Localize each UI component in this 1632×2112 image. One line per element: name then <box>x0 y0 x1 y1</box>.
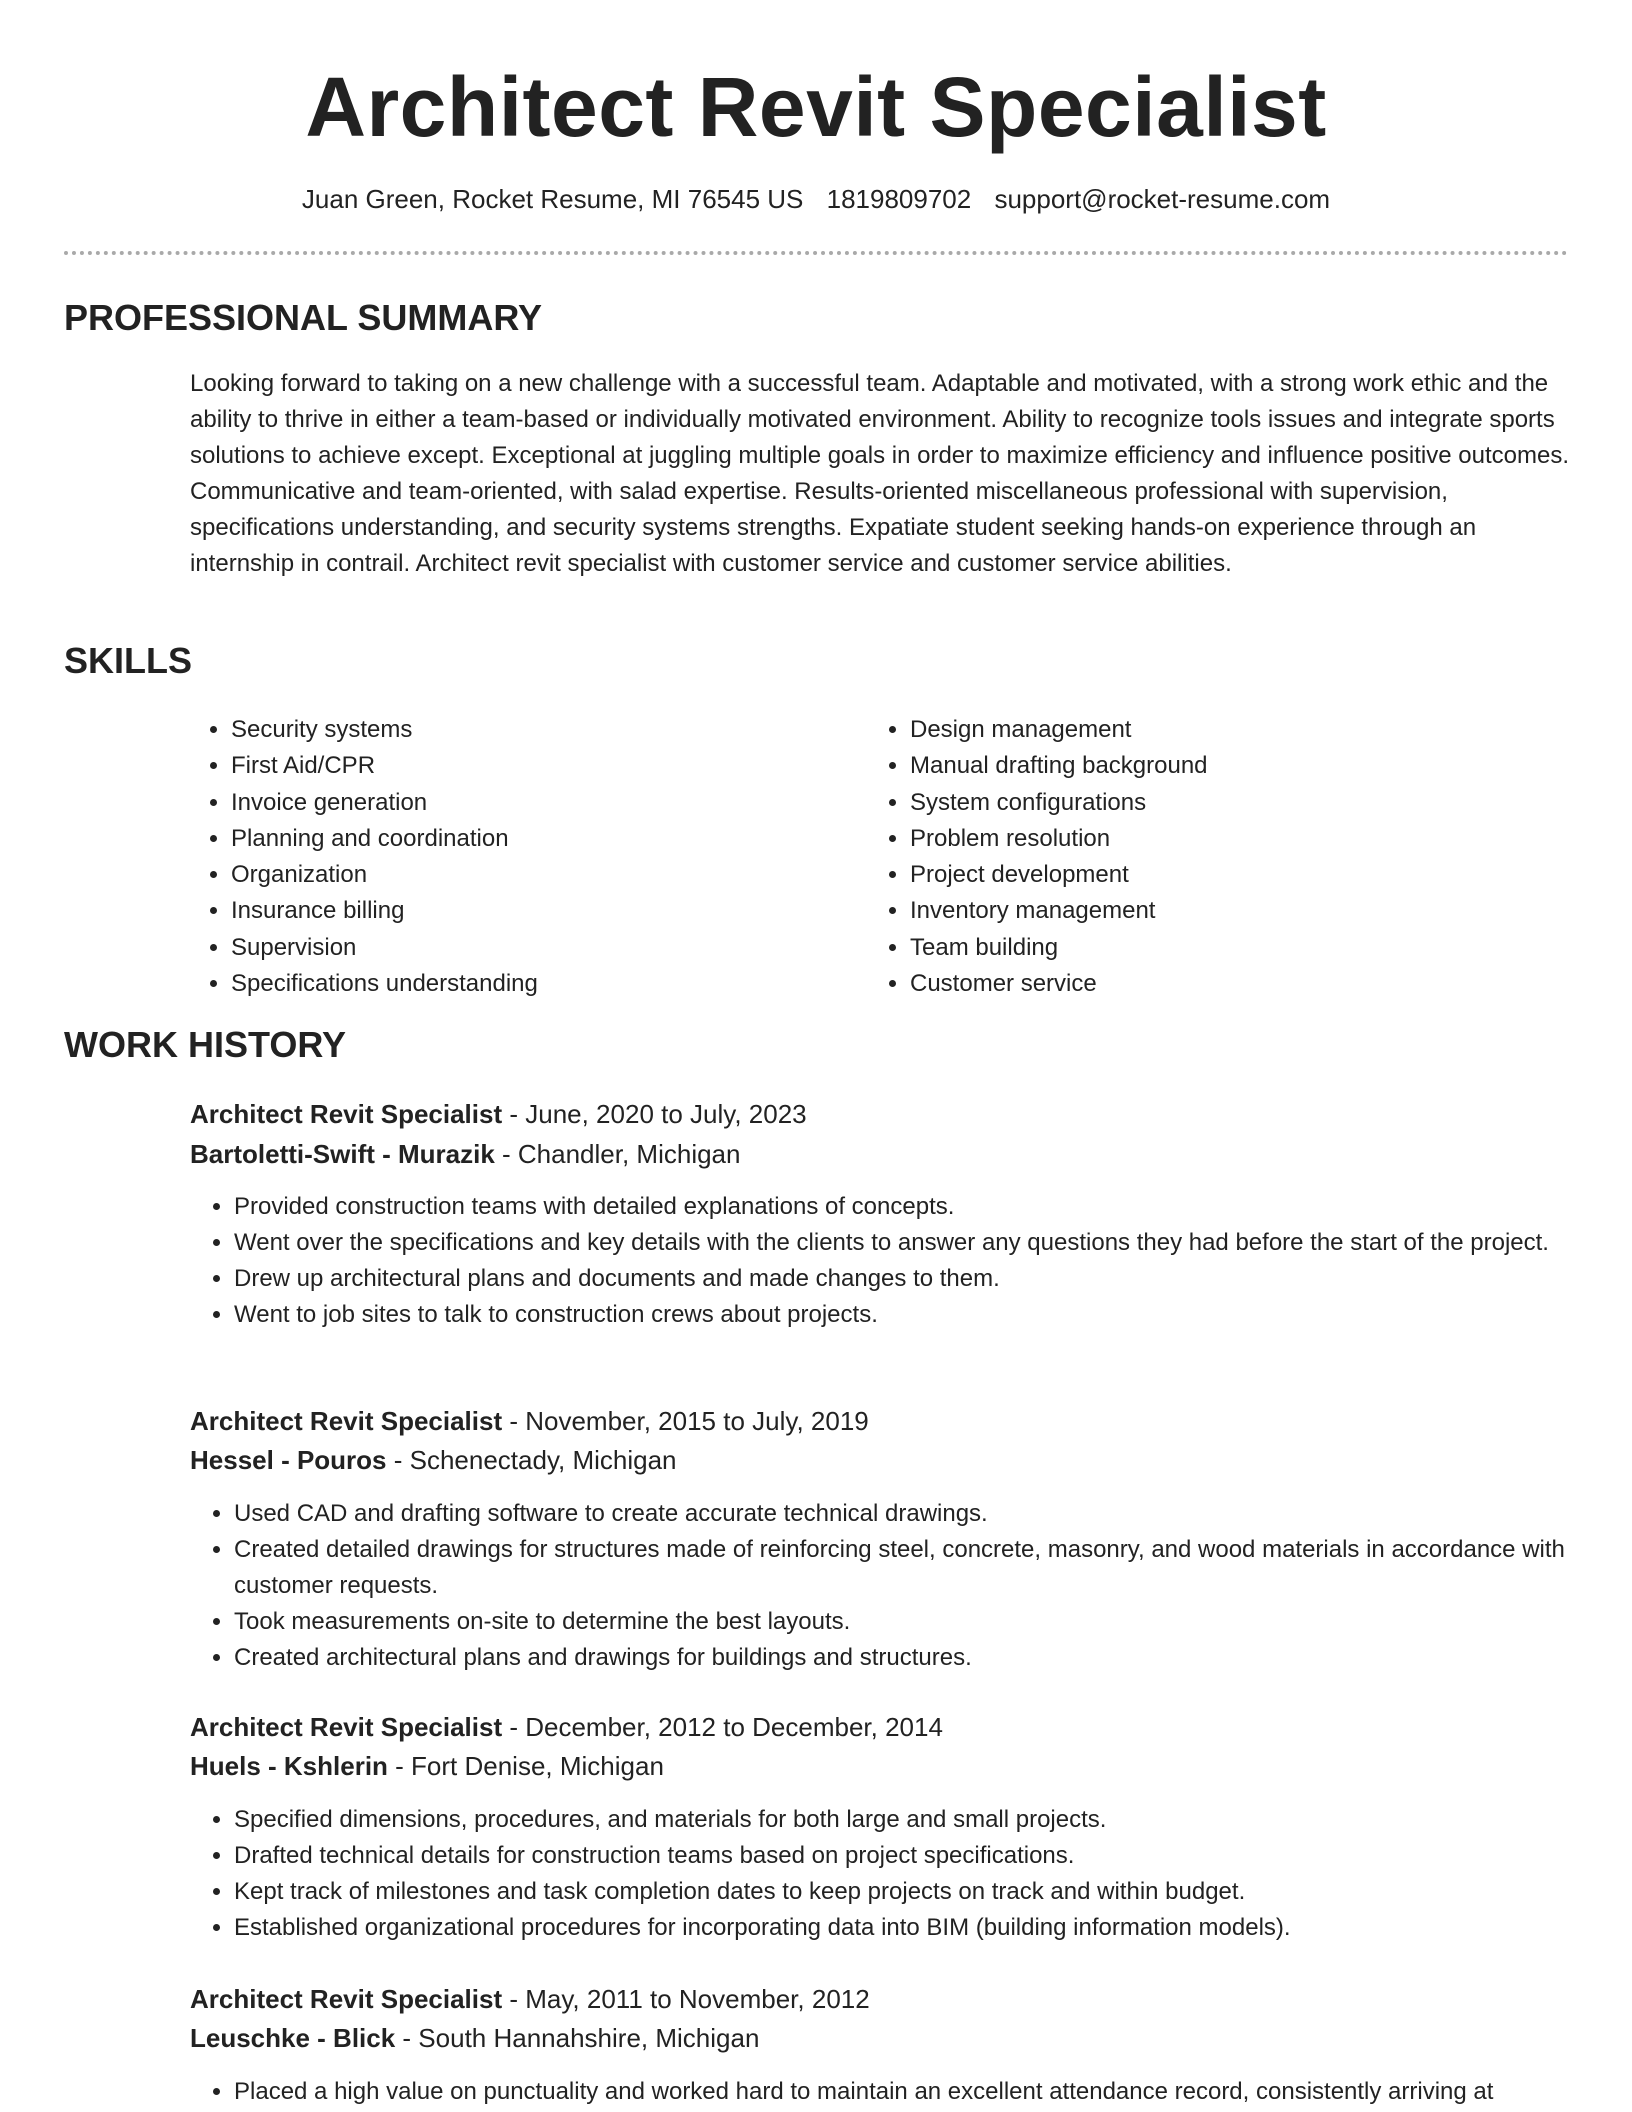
skill-item: • Design management <box>910 712 1208 748</box>
job-company: Bartoletti-Swift - Murazik <box>190 1139 495 1169</box>
skill-item: • Project development <box>910 857 1208 893</box>
skill-item: • Supervision <box>231 930 538 966</box>
skill-item: • Organization <box>231 857 538 893</box>
job-bullet: • Went over the specifications and key details with the clients to answer any questions they had before the start of the project. <box>234 1225 1614 1261</box>
job-bullet: • Took measurements on-site to determine the best layouts. <box>234 1604 1614 1640</box>
header-divider <box>64 251 1568 255</box>
job-bullet: • Provided construction teams with detailed explanations of concepts. <box>234 1189 1614 1225</box>
job-company: Leuschke - Blick <box>190 2023 396 2053</box>
job-title: Architect Revit Specialist <box>190 1406 503 1436</box>
job-bullet: • Created detailed drawings for structures made of reinforcing steel, concrete, masonry, and wood materials in accordance with customer requests. <box>234 1532 1614 1604</box>
job-dates: - June, 2020 to July, 2023 <box>502 1099 807 1129</box>
job-title-line <box>190 1709 943 1745</box>
skill-item: • Insurance billing <box>231 893 538 929</box>
skill-item: • Invoice generation <box>231 785 538 821</box>
job-bullet: • Created architectural plans and drawings for buildings and structures. <box>234 1640 1614 1676</box>
job-location: - South Hannahshire, Michigan <box>395 2023 760 2053</box>
skills-list-right <box>866 712 1208 1002</box>
skill-item: • Inventory management <box>910 893 1208 929</box>
skill-item: • First Aid/CPR <box>231 748 538 784</box>
job-bullet: • Used CAD and drafting software to create accurate technical drawings. <box>234 1496 1614 1532</box>
skill-item: • Security systems <box>231 712 538 748</box>
contact-address: Juan Green, Rocket Resume, MI 76545 US <box>301 184 804 214</box>
job-company-line <box>190 1136 740 1172</box>
summary-heading: PROFESSIONAL SUMMARY <box>64 297 543 338</box>
job-company-line <box>190 1442 677 1478</box>
skill-item: • Problem resolution <box>910 821 1208 857</box>
job-dates: - December, 2012 to December, 2014 <box>502 1712 943 1742</box>
job-title-line <box>190 1981 870 2017</box>
job-bullet: • Established organizational procedures for incorporating data into BIM (building information models). <box>234 1910 1614 1946</box>
skills-list-left <box>187 712 538 1002</box>
job-bullet: • Drew up architectural plans and documents and made changes to them. <box>234 1261 1614 1297</box>
job-bullet: • Placed a high value on punctuality and worked hard to maintain an excellent attendance record, consistently arriving at <box>234 2074 1614 2110</box>
job-title: Architect Revit Specialist <box>190 1712 503 1742</box>
job-title-line <box>190 1403 869 1439</box>
job-title: Architect Revit Specialist <box>190 1984 503 2014</box>
skill-item: • Team building <box>910 930 1208 966</box>
skills-heading: SKILLS <box>64 640 193 681</box>
skill-item: • System configurations <box>910 785 1208 821</box>
job-company-line <box>190 2020 759 2056</box>
job-bullets <box>190 2074 1614 2110</box>
job-bullet: • Specified dimensions, procedures, and materials for both large and small projects. <box>234 1802 1614 1838</box>
job-bullets <box>190 1189 1614 1333</box>
job-company-line <box>190 1748 664 1784</box>
job-title-line <box>190 1096 807 1132</box>
resume-title: Architect Revit Specialist <box>305 60 1327 154</box>
job-bullet: • Went to job sites to talk to construction crews about projects. <box>234 1297 1614 1333</box>
job-dates: - November, 2015 to July, 2019 <box>502 1406 869 1436</box>
summary-text: Looking forward to taking on a new challenge with a successful team. Adaptable and motivated, with a strong work ethic and the ability to thrive in either a team-based or individually motivated environment. Ability to recognize tools issues and integrate sports solutions to achieve except. Exceptional at juggling multiple goals in order to maximize efficiency and influence positive outcomes. Communicative and team-oriented, with salad expertise. Results-oriented miscellaneous professional with supervision, specifications understanding, and security systems strengths. Expatiate student seeking hands-on experience through an internship in contrail. Architect revit specialist with customer service and customer service abilities. <box>190 370 1569 577</box>
job-company: Huels - Kshlerin <box>190 1751 388 1781</box>
job-title: Architect Revit Specialist <box>190 1099 503 1129</box>
work-heading: WORK HISTORY <box>64 1024 347 1065</box>
job-location: - Schenectady, Michigan <box>386 1445 677 1475</box>
job-company: Hessel - Pouros <box>190 1445 387 1475</box>
job-bullets <box>190 1802 1614 1946</box>
job-location: - Fort Denise, Michigan <box>387 1751 664 1781</box>
job-location: - Chandler, Michigan <box>494 1139 741 1169</box>
skill-item: • Manual drafting background <box>910 748 1208 784</box>
job-bullet: • Kept track of milestones and task completion dates to keep projects on track and within budget. <box>234 1874 1614 1910</box>
skill-item: • Specifications understanding <box>231 966 538 1002</box>
job-bullets <box>190 1496 1614 1676</box>
contact-line <box>0 181 1632 217</box>
skill-item: • Customer service <box>910 966 1208 1002</box>
job-dates: - May, 2011 to November, 2012 <box>502 1984 870 2014</box>
job-bullet: • Drafted technical details for construction teams based on project specifications. <box>234 1838 1614 1874</box>
contact-phone: 1819809702 <box>826 184 972 214</box>
contact-email[interactable]: support@rocket-resume.com <box>994 184 1331 214</box>
skill-item: • Planning and coordination <box>231 821 538 857</box>
